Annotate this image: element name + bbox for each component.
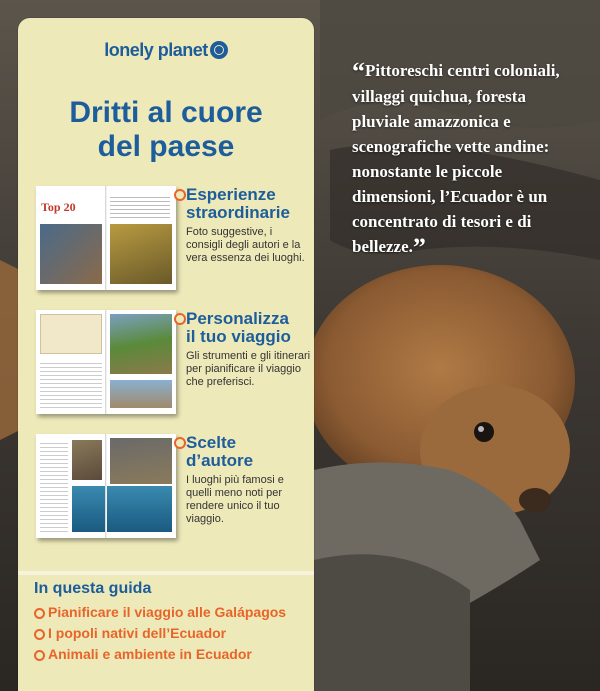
panel-title-line1: Dritti al cuore: [69, 96, 263, 129]
bullet-circle-icon: [174, 189, 186, 201]
panel-title-line2: del paese: [97, 130, 235, 163]
logo-text: lonely planet: [104, 40, 208, 60]
guide-item: Animali e ambiente in Ecuador: [34, 646, 309, 663]
guide-list: [34, 604, 309, 667]
bullet-circle-icon: [174, 313, 186, 325]
open-quote-mark: “: [352, 57, 365, 86]
divider: [18, 571, 314, 575]
feature-description: Foto suggestive, i consigli degli autori e la vera essenza dei luoghi.: [186, 226, 305, 264]
feature-title: Scelte d’autore: [186, 434, 321, 470]
guide-item: Pianificare il viaggio alle Galápagos: [34, 604, 309, 621]
book-preview-top20: [36, 186, 176, 290]
top20-badge: Top 20: [41, 200, 76, 214]
guide-title: In questa guida: [34, 580, 152, 597]
feature-personalizza: [36, 309, 311, 422]
book-preview-map: [36, 310, 176, 414]
quote: [352, 58, 584, 260]
panel-title: [18, 96, 314, 164]
bullet-circle-icon: [174, 437, 186, 449]
guide-item: I popoli nativi dell’Ecuador: [34, 625, 309, 642]
feature-esperienze: [36, 186, 306, 298]
guide-panel: [18, 18, 314, 691]
feature-description: Gli strumenti e gli itinerari per pianificare il viaggio che preferisci.: [186, 350, 311, 388]
feature-scelte: [36, 434, 306, 546]
book-preview-wildlife: [36, 434, 176, 538]
feature-description: I luoghi più famosi e quelli meno noti per rendere unico il tuo viaggio.: [186, 474, 284, 525]
globe-icon: [210, 41, 228, 59]
sea-lion-eye: [474, 422, 494, 442]
feature-title: Personalizza il tuo viaggio: [186, 310, 321, 346]
logo: [18, 40, 314, 61]
quote-text: Pittoreschi centri coloniali, villaggi quichua, foresta pluviale amazzonica e scenografiche vette andine: nonostante le piccole dimensioni, l’Ecuador è un concentrato di tesori e di bellezze.: [352, 61, 560, 256]
feature-title: Esperienze straordinarie: [186, 186, 321, 222]
close-quote-mark: ”: [412, 233, 426, 262]
